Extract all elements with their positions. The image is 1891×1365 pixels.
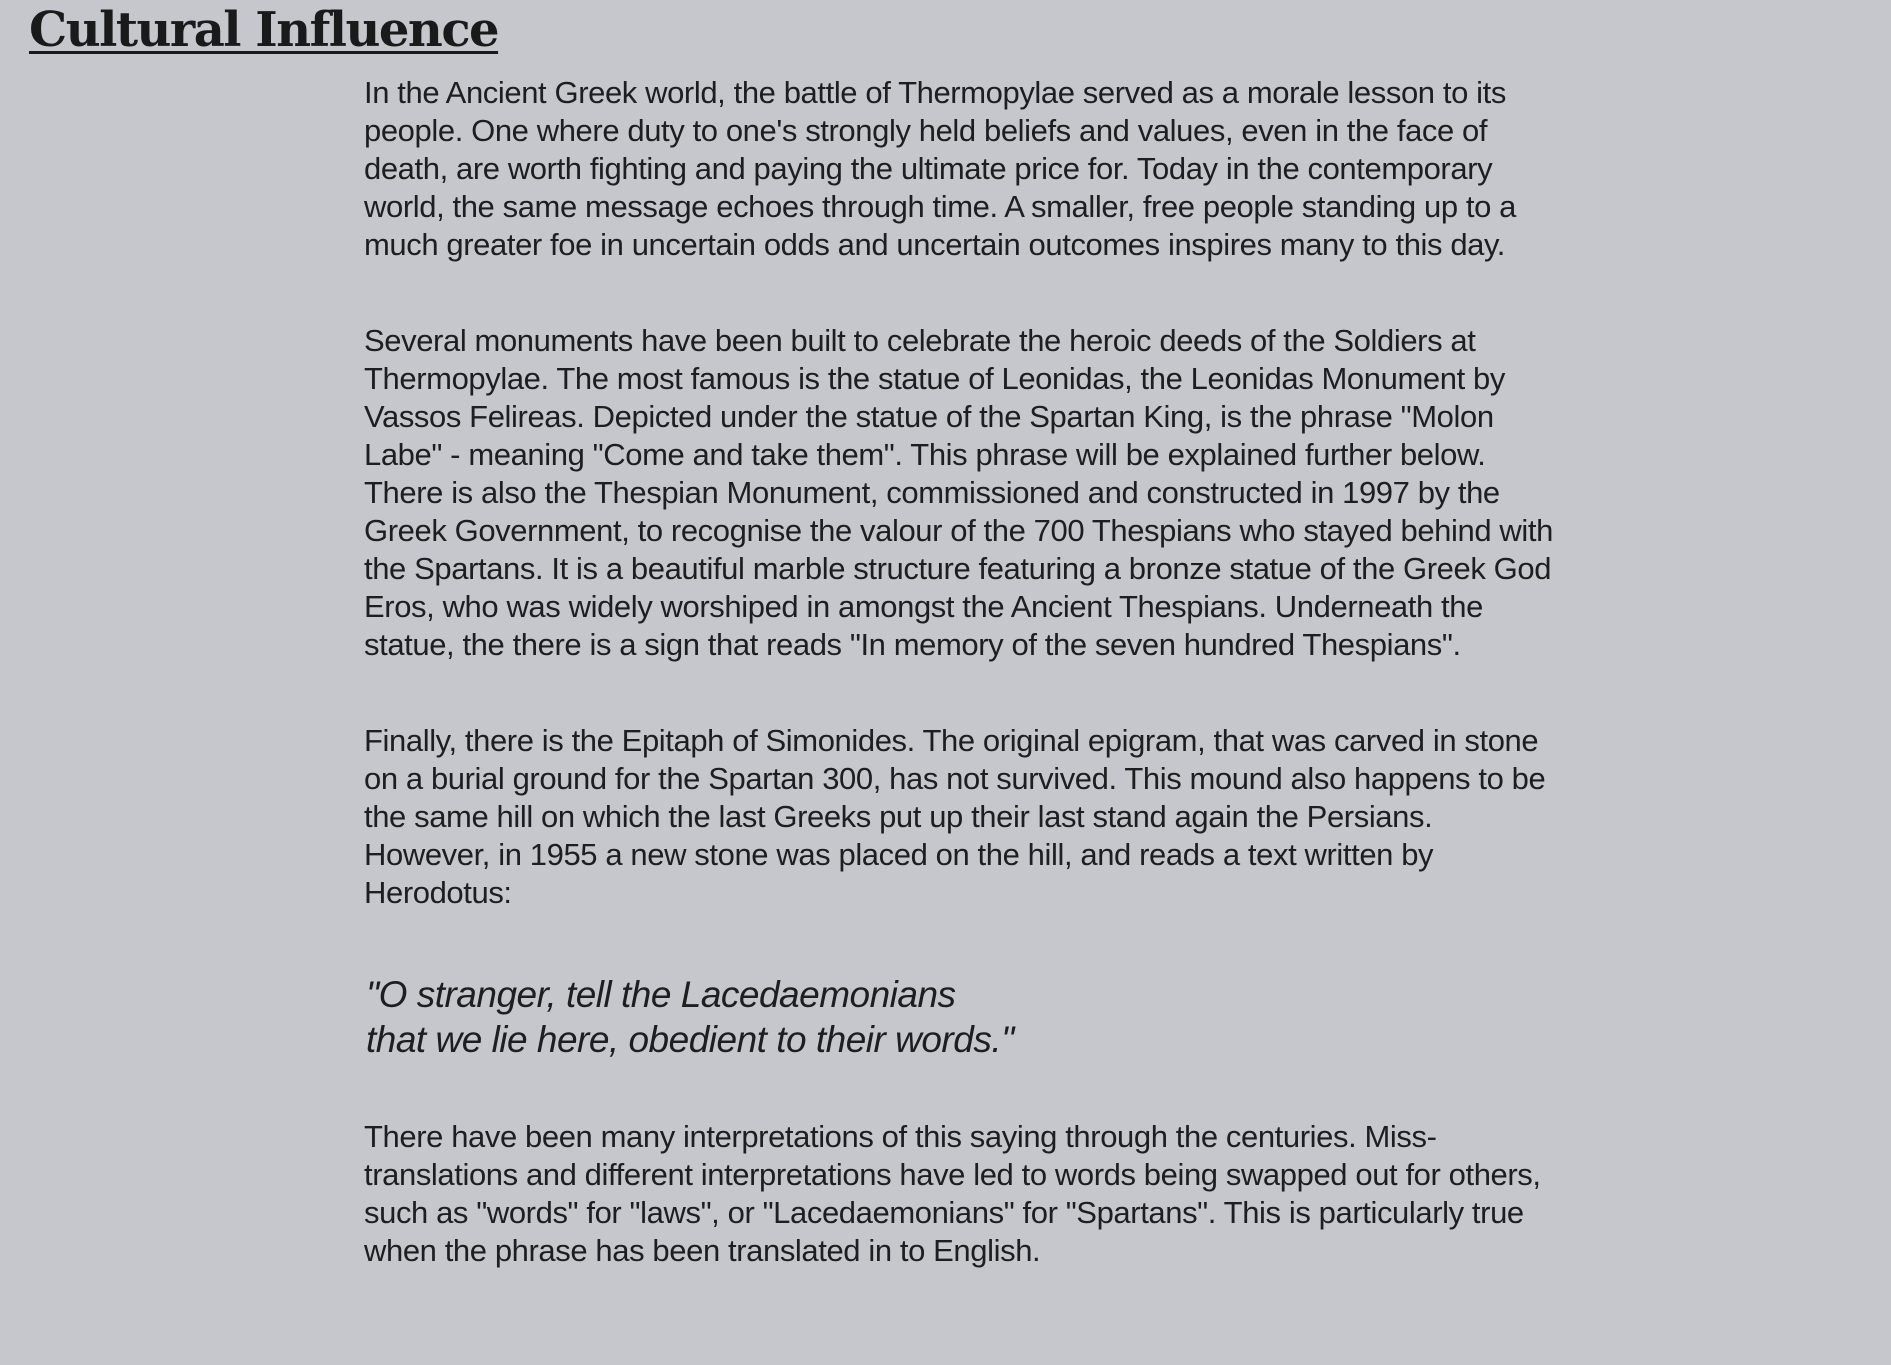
paragraph-monuments: Several monuments have been built to celebrate the heroic deeds of the Soldiers at Thermopylae. The most famous is the statue of Leonidas, the Leonidas Monument by Vassos Felireas. Depicted under the statue of the Spartan King, is the phrase "Molon Labe" - meaning "Come and take them". This phrase will be explained further below. There is also the Thespian Monument, commissioned and constructed in 1997 by the Greek Government, to recognise the valour of the 700 Thespians who stayed behind with the Spartans. It is a beautiful marble structure featuring a bronze statue of the Greek God Eros, who was widely worshiped in amongst the Ancient Thespians. Underneath the statue, the there is a sign that reads "In memory of the seven hundred Thespians". <box>364 323 1553 662</box>
article-body <box>364 74 1564 1270</box>
paragraph-thermopylae-lesson: In the Ancient Greek world, the battle of Thermopylae served as a morale lesson to its people. One where duty to one's strongly held beliefs and values, even in the face of death, are worth fighting and paying the ultimate price for. Today in the contemporary world, the same message echoes through time. A smaller, free people standing up to a much greater foe in uncertain odds and uncertain outcomes inspires many to this day. <box>364 75 1516 262</box>
paragraph-interpretations: There have been many interpretations of this saying through the centuries. Miss-translations and different interpretations have led to words being swapped out for others, such as "words" for "laws", or "Lacedaemonians" for "Spartans". This is particularly true when the phrase has been translated in to English. <box>364 1119 1541 1268</box>
quote-line-1: "O stranger, tell the Lacedaemonians <box>366 974 956 1015</box>
page-title: Cultural Influence <box>29 2 499 58</box>
epitaph-quote <box>366 972 1564 1062</box>
quote-line-2: that we lie here, obedient to their words." <box>366 1019 1014 1060</box>
paragraph-epitaph: Finally, there is the Epitaph of Simonides. The original epigram, that was carved in stone on a burial ground for the Spartan 300, has not survived. This mound also happens to be the same hill on which the last Greeks put up their last stand again the Persians. However, in 1955 a new stone was placed on the hill, and reads a text written by Herodotus: <box>364 723 1546 910</box>
